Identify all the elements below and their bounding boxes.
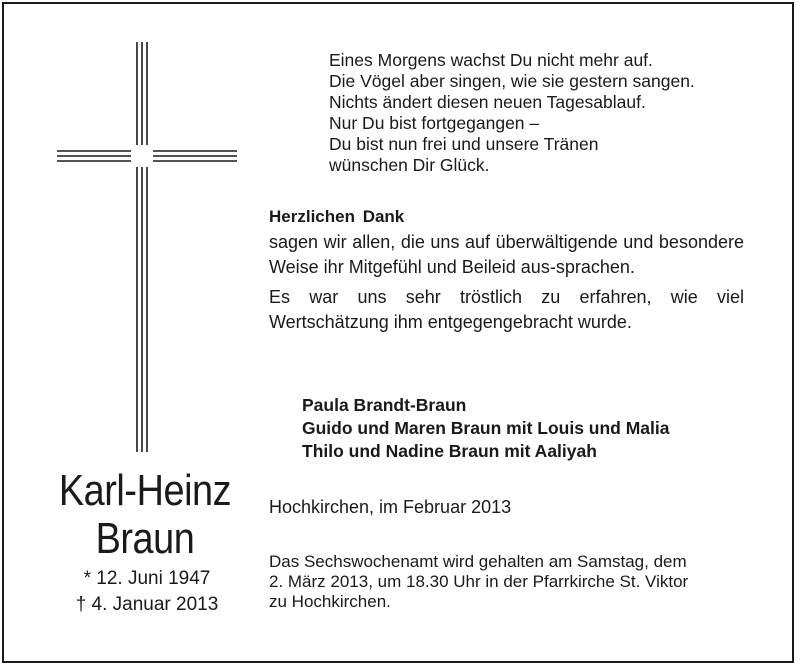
poem: [329, 50, 695, 176]
poem-line: Eines Morgens wachst Du nicht mehr auf.: [329, 50, 653, 70]
birth-date: * 12. Juni 1947: [83, 568, 211, 589]
family-line: Thilo und Nadine Braun mit Aaliyah: [302, 441, 597, 461]
poem-line: wünschen Dir Glück.: [329, 155, 490, 175]
notice-line: zu Hochkirchen.: [269, 592, 391, 611]
family-signatures: [302, 394, 670, 463]
thanks-section: [269, 204, 744, 335]
death-date: † 4. Januar 2013: [75, 594, 219, 615]
place-date: Hochkirchen, im Februar 2013: [269, 497, 512, 517]
poem-line: Die Vögel aber singen, wie sie gestern sangen.: [329, 71, 695, 91]
notice-line: 2. März 2013, um 18.30 Uhr in der Pfarrkirche St. Viktor: [269, 572, 689, 591]
memorial-mass-notice: [269, 552, 744, 612]
family-line: Paula Brandt-Braun: [302, 395, 467, 415]
thanks-paragraph-1: sagen wir allen, die uns auf überwältigende und besondere Weise ihr Mitgefühl und Beileid aus-sprachen.: [269, 232, 744, 277]
poem-line: Du bist nun frei und unsere Tränen: [329, 134, 599, 154]
life-dates: [52, 566, 242, 618]
poem-line: Nur Du bist fortgegangen –: [329, 113, 540, 133]
cross-icon: [57, 42, 237, 452]
thanks-title: Herzlichen Dank: [269, 207, 405, 226]
notice-line: Das Sechswochenamt wird gehalten am Samstag, dem: [269, 552, 687, 571]
thanks-paragraph-2: Es war uns sehr tröstlich zu erfahren, wie viel Wertschätzung ihm entgegengebracht wurde.: [269, 287, 744, 332]
deceased-last-name: Braun: [95, 514, 195, 563]
poem-line: Nichts ändert diesen neuen Tagesablauf.: [329, 92, 646, 112]
deceased-first-name: Karl-Heinz: [58, 466, 232, 515]
family-line: Guido und Maren Braun mit Louis und Malia: [302, 418, 670, 438]
